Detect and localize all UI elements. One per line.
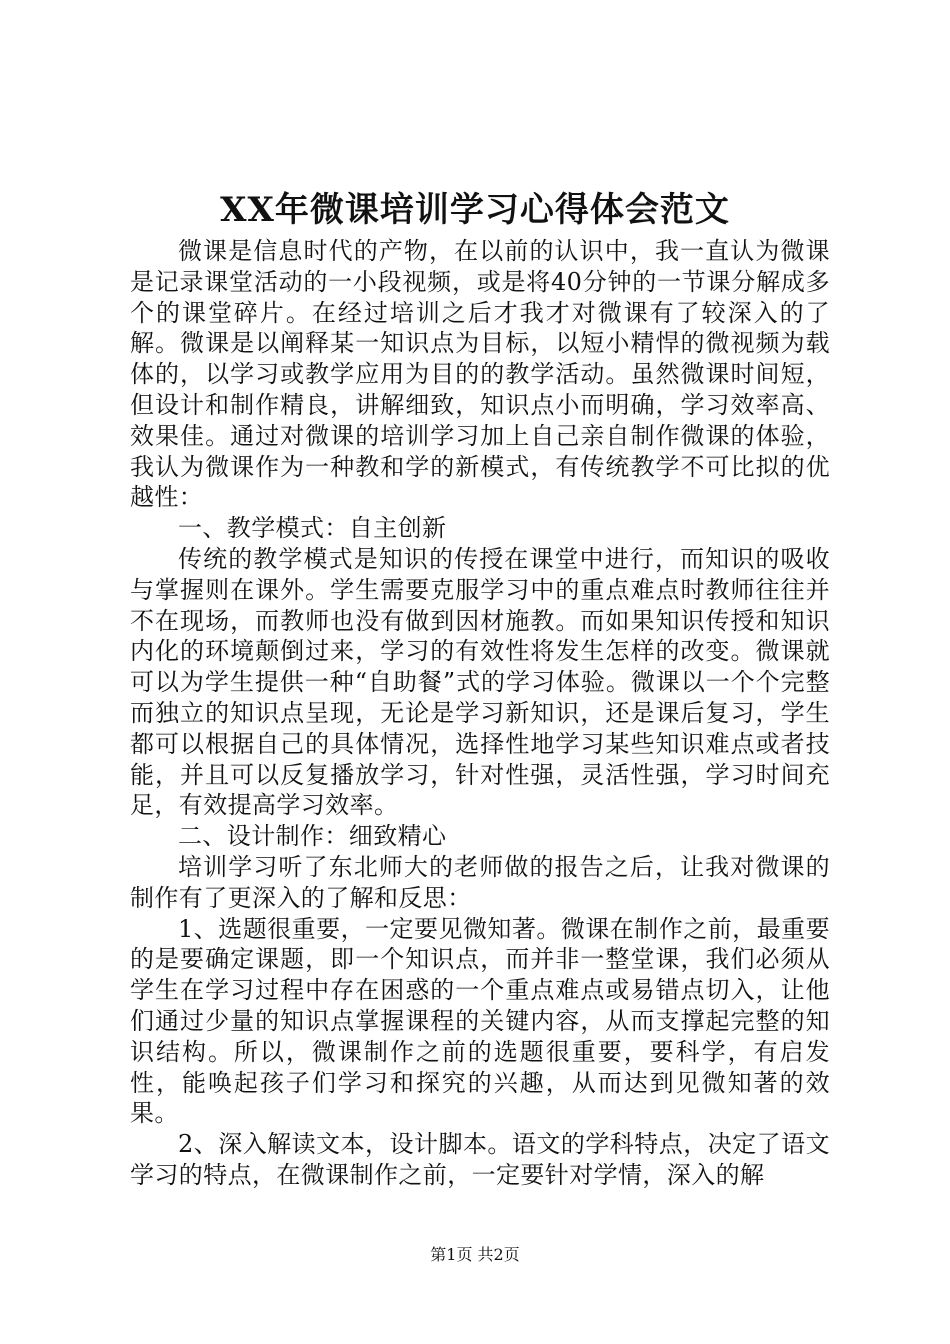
- document-body: [130, 236, 830, 1191]
- page-footer: 第1页 共2页: [430, 1245, 520, 1264]
- paragraph-point-2: 2、深入解读文本，设计脚本。语文的学科特点，决定了语文学习的特点，在微课制作之前，一定要针对学情，深入的解: [130, 1130, 830, 1189]
- section-heading-teaching-mode: 一、教学模式：自主创新: [178, 514, 447, 543]
- paragraph-design-intro: 培训学习听了东北师大的老师做的报告之后，让我对微课的制作有了更深入的了解和反思：: [130, 852, 830, 912]
- document-title: XX年微课培训学习心得体会范文: [220, 190, 730, 230]
- section-heading-design: 二、设计制作：细致精心: [178, 822, 447, 851]
- paragraph-teaching-mode: 传统的教学模式是知识的传授在课堂中进行，而知识的吸收与掌握则在课外。学生需要克服学习中的重点难点时教师往往并不在现场，而教师也没有做到因材施教。而如果知识传授和知识内化的环境颠倒过来，学习的有效性将发生怎样的改变。微课就可以为学生提供一种“自助餐”式的学习体验。微课以一个个完整而独立的知识点呈现，无论是学习新知识，还是课后复习，学生都可以根据自己的具体情况，选择性地学习某些知识难点或者技能，并且可以反复播放学习，针对性强，灵活性强，学习时间充足，有效提高学习效率。: [130, 544, 830, 820]
- paragraph-intro: 微课是信息时代的产物，在以前的认识中，我一直认为微课是记录课堂活动的一小段视频，或是将40分钟的一节课分解成多个的课堂碎片。在经过培训之后才我才对微课有了较深入的了解。微课是以阐释某一知识点为目标，以短小精悍的微视频为载体的，以学习或教学应用为目的的教学活动。虽然微课时间短，但设计和制作精良，讲解细致，知识点小而明确，学习效率高、效果佳。通过对微课的培训学习加上自己亲自制作微课的体验，我认为微课作为一种教和学的新模式，有传统教学不可比拟的优越性：: [130, 237, 830, 512]
- paragraph-point-1: 1、选题很重要，一定要见微知著。微课在制作之前，最重要的是要确定课题，即一个知识点，而并非一整堂课，我们必须从学生在学习过程中存在困惑的一个重点难点或易错点切入，让他们通过少量的知识点掌握课程的关键内容，从而支撑起完整的知识结构。所以，微课制作之前的选题很重要，要科学，有启发性，能唤起孩子们学习和探究的兴趣，从而达到见微知著的效果。: [130, 914, 830, 1128]
